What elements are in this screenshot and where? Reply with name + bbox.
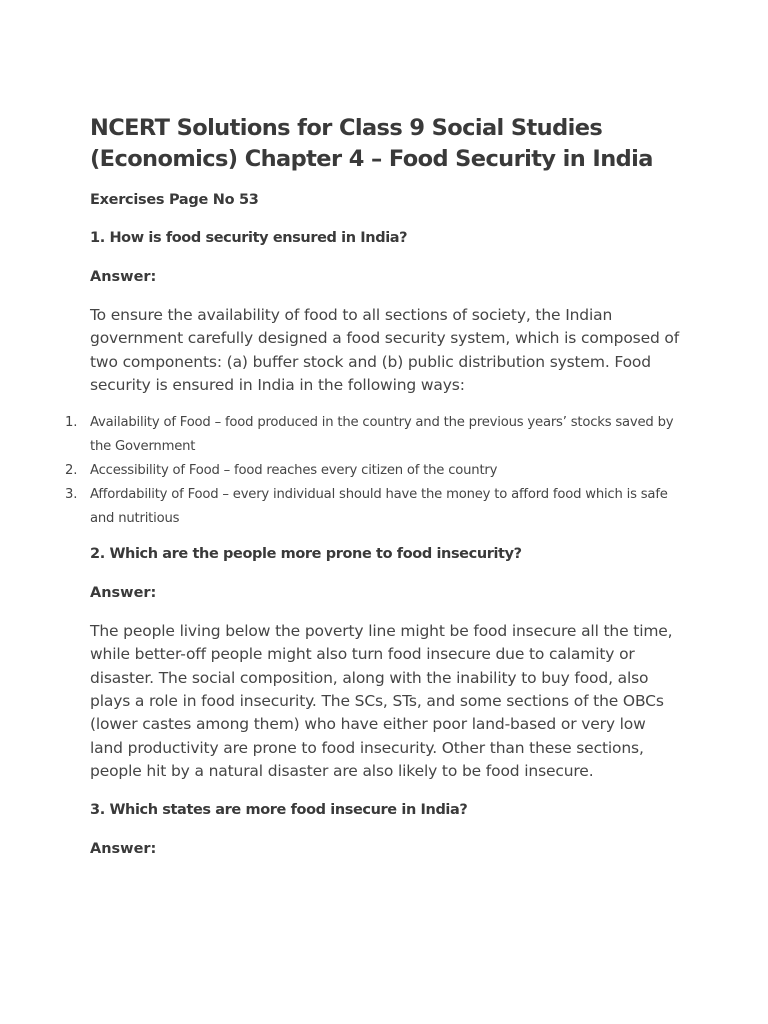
answer-3-label: Answer: xyxy=(90,841,157,858)
question-2: 2. Which are the people more prone to food insecurity? xyxy=(90,546,522,563)
page-title: NCERT Solutions for Class 9 Social Studies (Economics) Chapter 4 – Food Security in India xyxy=(90,115,653,172)
answer-1-label: Answer: xyxy=(90,269,157,285)
list-item xyxy=(65,483,680,531)
answer-2-text: The people living below the poverty line might be food insecure all the time, while better-off people might also turn food insecure due to calamity or disaster. The social composition, along with the inability to buy food, also plays a role in food insecurity. The SCs, STs, and some sections of the OBCs (lower castes among them) who have either poor land-based or very low land productivity are prone to food insecurity. Other than these sections, people hit by a natural disaster are also likely to be food insecure. xyxy=(90,622,673,780)
list-item xyxy=(65,459,680,483)
list-item-text: Affordability of Food – every individual should have the money to afford food which is safe and nutritious xyxy=(90,487,668,527)
list-item-number: 2. xyxy=(65,463,78,479)
question-3: 3. Which states are more food insecure in India? xyxy=(90,802,468,819)
list-item xyxy=(65,411,680,459)
answer-1-list xyxy=(65,411,680,531)
list-item-text: Availability of Food – food produced in the country and the previous years’ stocks saved by the Government xyxy=(90,415,674,455)
list-item-number: 1. xyxy=(65,415,78,431)
list-item-text: Accessibility of Food – food reaches every citizen of the country xyxy=(90,463,498,479)
answer-2-label: Answer: xyxy=(90,585,157,602)
answer-1-text: To ensure the availability of food to all sections of society, the Indian government carefully designed a food security system, which is composed of two components: (a) buffer stock and (b) public distribution system. Food security is ensured in India in the following ways: xyxy=(90,306,680,394)
list-item-number: 3. xyxy=(65,487,78,503)
exercise-heading: Exercises Page No 53 xyxy=(90,192,259,208)
document-content xyxy=(65,113,680,859)
question-1: 1. How is food security ensured in India? xyxy=(90,230,408,246)
